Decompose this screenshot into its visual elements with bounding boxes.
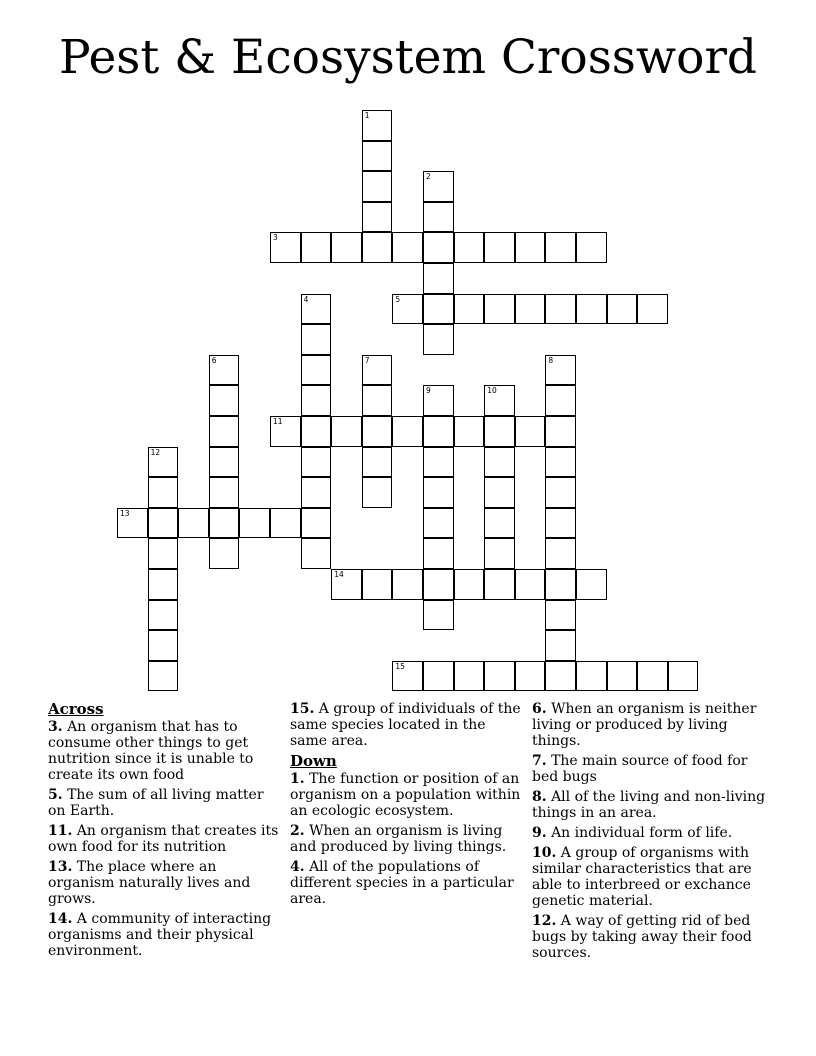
grid-cell[interactable] bbox=[362, 416, 393, 447]
grid-cell[interactable] bbox=[209, 447, 240, 478]
grid-cell[interactable] bbox=[301, 294, 332, 325]
clue-text: The sum of all living matter on Earth. bbox=[48, 787, 264, 819]
clue-text: A group of organisms with similar characteristics that are able to interbreed or exchance genetic material. bbox=[532, 845, 752, 909]
clue-text: A group of individuals of the same species located in the same area. bbox=[290, 701, 521, 749]
clue-number: 2. bbox=[290, 823, 305, 839]
clue-number: 6. bbox=[532, 701, 547, 717]
clue-text: A way of getting rid of bed bugs by taking away their food sources. bbox=[532, 913, 752, 961]
grid-cell[interactable] bbox=[637, 661, 668, 692]
grid-cell[interactable] bbox=[454, 569, 485, 600]
grid-cell[interactable] bbox=[515, 569, 546, 600]
grid-cell[interactable] bbox=[545, 447, 576, 478]
grid-cell[interactable] bbox=[515, 232, 546, 263]
clue-number: 6 bbox=[211, 355, 217, 365]
clue bbox=[290, 771, 522, 819]
grid-cell[interactable] bbox=[117, 508, 148, 539]
grid-cell[interactable] bbox=[668, 661, 699, 692]
grid-cell[interactable] bbox=[484, 447, 515, 478]
clue-text: The function or position of an organism on a population within an ecologic ecosystem. bbox=[290, 771, 521, 819]
grid-cell[interactable] bbox=[607, 294, 638, 325]
clue-number: 8 bbox=[548, 355, 554, 365]
grid-cell[interactable] bbox=[576, 569, 607, 600]
clue-number: 4. bbox=[290, 859, 305, 875]
grid-cell[interactable] bbox=[301, 538, 332, 569]
grid-cell[interactable] bbox=[484, 661, 515, 692]
grid-cell[interactable] bbox=[209, 355, 240, 386]
clue-number: 5 bbox=[395, 294, 401, 304]
grid-cell[interactable] bbox=[423, 661, 454, 692]
grid-cell[interactable] bbox=[301, 508, 332, 539]
grid-cell[interactable] bbox=[301, 447, 332, 478]
grid-cell[interactable] bbox=[484, 477, 515, 508]
clues-column-1 bbox=[48, 701, 280, 963]
clue-text: All of the living and non-living things in an area. bbox=[532, 789, 766, 821]
grid-cell[interactable] bbox=[607, 661, 638, 692]
grid-cell[interactable] bbox=[484, 416, 515, 447]
clue bbox=[532, 753, 768, 785]
across-heading: Across bbox=[48, 700, 104, 718]
grid-cell[interactable] bbox=[454, 661, 485, 692]
grid-cell[interactable] bbox=[301, 477, 332, 508]
clue bbox=[48, 823, 280, 855]
grid-cell[interactable] bbox=[484, 232, 515, 263]
clue-number: 9 bbox=[426, 386, 431, 396]
grid-cell[interactable] bbox=[209, 538, 240, 569]
grid-cell[interactable] bbox=[392, 294, 423, 325]
grid-cell[interactable] bbox=[239, 508, 270, 539]
clue-number: 11. bbox=[48, 823, 73, 839]
grid-cell[interactable] bbox=[362, 232, 393, 263]
grid-cell[interactable] bbox=[515, 416, 546, 447]
clue-number: 14 bbox=[334, 570, 344, 579]
clue bbox=[532, 789, 768, 821]
grid-cell[interactable] bbox=[362, 171, 393, 202]
clue-text: The main source of food for bed bugs bbox=[532, 753, 748, 785]
grid-cell[interactable] bbox=[148, 630, 179, 661]
grid-cell[interactable] bbox=[148, 600, 179, 631]
clue bbox=[532, 845, 768, 909]
grid-cell[interactable] bbox=[484, 294, 515, 325]
clue-number: 8. bbox=[532, 789, 547, 805]
grid-cell[interactable] bbox=[270, 232, 301, 263]
clue-number: 13 bbox=[120, 508, 130, 518]
grid-cell[interactable] bbox=[331, 232, 362, 263]
grid-cell[interactable] bbox=[454, 416, 485, 447]
grid-cell[interactable] bbox=[148, 538, 179, 569]
grid-cell[interactable] bbox=[423, 477, 454, 508]
grid-cell[interactable] bbox=[484, 385, 515, 416]
grid-cell[interactable] bbox=[301, 232, 332, 263]
grid-cell[interactable] bbox=[515, 294, 546, 325]
clue-text: An organism that has to consume other things to get nutrition since it is unable to create its own food bbox=[48, 719, 254, 783]
grid-cell[interactable] bbox=[209, 508, 240, 539]
grid-cell[interactable] bbox=[301, 385, 332, 416]
grid-cell[interactable] bbox=[545, 538, 576, 569]
clue-number: 10 bbox=[487, 386, 497, 396]
grid-cell[interactable] bbox=[392, 416, 423, 447]
clue-text: All of the populations of different species in a particular area. bbox=[290, 859, 514, 907]
grid-cell[interactable] bbox=[209, 416, 240, 447]
page-title: Pest & Ecosystem Crossword bbox=[58, 30, 758, 85]
grid-cell[interactable] bbox=[545, 416, 576, 447]
grid-cell[interactable] bbox=[209, 385, 240, 416]
grid-cell[interactable] bbox=[423, 416, 454, 447]
clue-number: 13. bbox=[48, 859, 73, 875]
clue bbox=[532, 825, 768, 841]
clue-text: An organism that creates its own food for its nutrition bbox=[48, 823, 279, 855]
grid-cell[interactable] bbox=[545, 232, 576, 263]
clue bbox=[48, 719, 280, 783]
grid-cell[interactable] bbox=[362, 141, 393, 172]
grid-cell[interactable] bbox=[545, 600, 576, 631]
grid-cell[interactable] bbox=[362, 202, 393, 233]
grid-cell[interactable] bbox=[545, 661, 576, 692]
grid-cell[interactable] bbox=[362, 477, 393, 508]
clue-number: 12 bbox=[150, 447, 161, 457]
grid-cell[interactable] bbox=[301, 355, 332, 386]
clue-number: 2 bbox=[426, 172, 431, 182]
grid-cell[interactable] bbox=[637, 294, 668, 325]
down-heading: Down bbox=[290, 752, 337, 770]
grid-cell[interactable] bbox=[545, 569, 576, 600]
clue bbox=[48, 911, 280, 959]
grid-cell[interactable] bbox=[270, 508, 301, 539]
grid-cell[interactable] bbox=[423, 294, 454, 325]
clue-number: 10. bbox=[532, 845, 557, 861]
grid-cell[interactable] bbox=[362, 110, 393, 141]
grid-cell[interactable] bbox=[148, 447, 179, 478]
grid-cell[interactable] bbox=[423, 600, 454, 631]
clue-number: 5. bbox=[48, 787, 63, 803]
grid-cell[interactable] bbox=[423, 447, 454, 478]
clue-number: 9. bbox=[532, 825, 547, 841]
grid-cell[interactable] bbox=[301, 324, 332, 355]
grid-cell[interactable] bbox=[423, 385, 454, 416]
grid-cell[interactable] bbox=[515, 661, 546, 692]
clue-number: 1. bbox=[290, 771, 305, 787]
grid-cell[interactable] bbox=[484, 569, 515, 600]
grid-cell[interactable] bbox=[148, 661, 179, 692]
grid-cell[interactable] bbox=[545, 508, 576, 539]
grid-cell[interactable] bbox=[270, 416, 301, 447]
clue bbox=[290, 859, 522, 907]
clue bbox=[48, 787, 280, 819]
grid-cell[interactable] bbox=[576, 232, 607, 263]
grid-cell[interactable] bbox=[576, 294, 607, 325]
clue-number: 3 bbox=[273, 233, 278, 243]
grid-cell[interactable] bbox=[331, 569, 362, 600]
clue-text: The place where an organism naturally lives and grows. bbox=[48, 859, 251, 907]
grid-cell[interactable] bbox=[362, 447, 393, 478]
clue-text: A community of interacting organisms and their physical environment. bbox=[48, 911, 272, 959]
grid-cell[interactable] bbox=[423, 324, 454, 355]
grid-cell[interactable] bbox=[484, 538, 515, 569]
clue-number: 4 bbox=[303, 294, 309, 304]
grid-cell[interactable] bbox=[178, 508, 209, 539]
grid-cell[interactable] bbox=[301, 416, 332, 447]
grid-cell[interactable] bbox=[423, 232, 454, 263]
clues-column-3 bbox=[532, 701, 768, 965]
grid-cell[interactable] bbox=[209, 477, 240, 508]
grid-cell[interactable] bbox=[362, 355, 393, 386]
grid-cell[interactable] bbox=[148, 508, 179, 539]
grid-cell[interactable] bbox=[392, 232, 423, 263]
clue-number: 14. bbox=[48, 911, 73, 927]
grid-cell[interactable] bbox=[362, 569, 393, 600]
grid-cell[interactable] bbox=[576, 661, 607, 692]
grid-cell[interactable] bbox=[484, 508, 515, 539]
clue-text: An individual form of life. bbox=[546, 825, 733, 841]
grid-cell[interactable] bbox=[392, 661, 423, 692]
clue bbox=[48, 859, 280, 907]
clue-number: 11 bbox=[273, 417, 283, 426]
grid-cell[interactable] bbox=[331, 416, 362, 447]
grid-cell[interactable] bbox=[545, 294, 576, 325]
clue bbox=[532, 913, 768, 961]
clue-text: When an organism is neither living or produced by living things. bbox=[532, 701, 757, 749]
clue-number: 12. bbox=[532, 913, 557, 929]
grid-cell[interactable] bbox=[545, 355, 576, 386]
clue bbox=[532, 701, 768, 749]
clues-column-2 bbox=[290, 701, 522, 911]
grid-cell[interactable] bbox=[423, 202, 454, 233]
clue-number: 15 bbox=[395, 661, 405, 671]
clue-number: 15. bbox=[290, 701, 315, 717]
grid-cell[interactable] bbox=[423, 569, 454, 600]
clue bbox=[290, 701, 522, 749]
clue-number: 7. bbox=[532, 753, 547, 769]
grid-cell[interactable] bbox=[148, 477, 179, 508]
grid-cell[interactable] bbox=[545, 385, 576, 416]
grid-cell[interactable] bbox=[423, 508, 454, 539]
grid-cell[interactable] bbox=[423, 263, 454, 294]
clue-number: 1 bbox=[364, 111, 370, 120]
clue-number: 3. bbox=[48, 719, 63, 735]
grid-cell[interactable] bbox=[545, 477, 576, 508]
clue-number: 7 bbox=[364, 355, 370, 365]
grid-cell[interactable] bbox=[454, 294, 485, 325]
grid-cell[interactable] bbox=[362, 385, 393, 416]
grid-cell[interactable] bbox=[148, 569, 179, 600]
grid-cell[interactable] bbox=[454, 232, 485, 263]
grid-cell[interactable] bbox=[545, 630, 576, 661]
clue bbox=[290, 823, 522, 855]
grid-cell[interactable] bbox=[392, 569, 423, 600]
clue-text: When an organism is living and produced by living things. bbox=[290, 823, 507, 855]
grid-cell[interactable] bbox=[423, 538, 454, 569]
grid-cell[interactable] bbox=[423, 171, 454, 202]
